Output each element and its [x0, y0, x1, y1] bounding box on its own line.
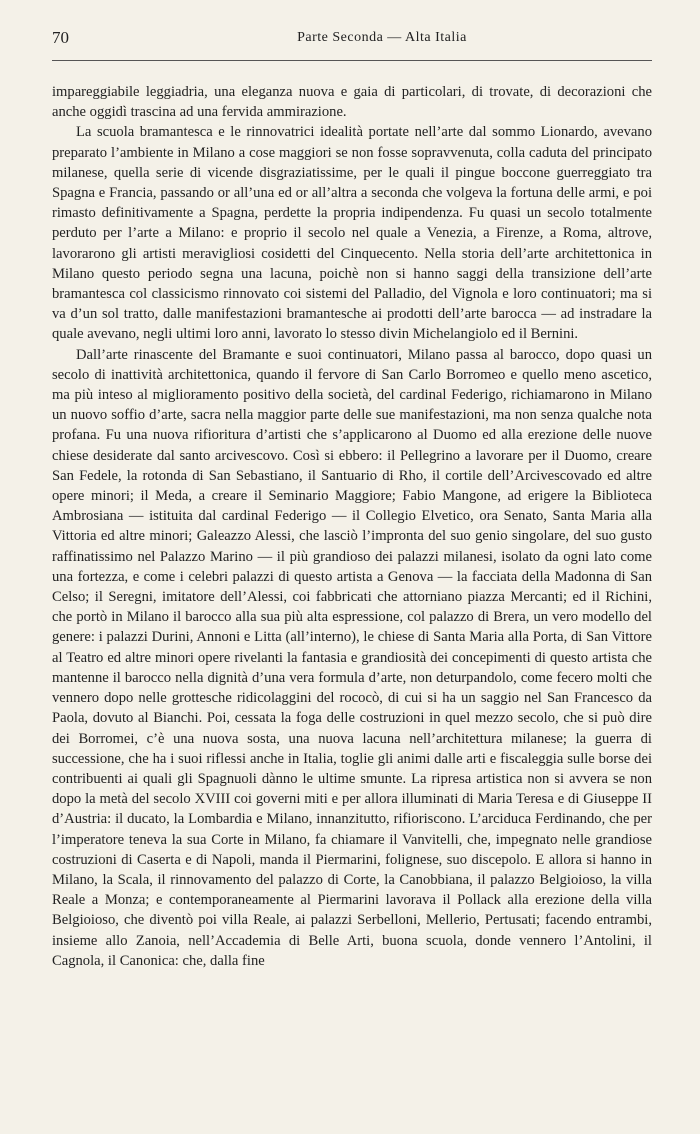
- paragraph-2: La scuola bramantesca e le rinnovatrici idealità portate nell’arte dal sommo Lionardo, avevano preparato l’ambiente in Milano a cose maggiori se non fosse sopravvenuta, colla caduta del principato milanese, quella serie di vicende disgraziatissime, per le quali il pingue boccone guerreggiato tra Spagna e Francia, passando or all’una ed or all’altra a seconda che volgeva la fortuna delle armi, e poi rimasto definitivamente a Spagna, perdette la propria indipendenza. Fu quasi un secolo totalmente perduto per l’arte a Milano: e proprio il secolo nel quale a Venezia, a Firenze, a Roma, altrove, lavorarono gli artisti meravigliosi cosidetti del Cinquecento. Nella storia dell’arte architettonica in Milano questo periodo segna una lacuna, poichè non si hanno saggi della transizione dell’arte bramantesca col classicismo rinnovato coi sistemi del Palladio, del Vignola e loro continuatori; ma si va d’un sol tratto, dalle manifestazioni bramantesche ai prodotti dell’arte barocca — ad instradare la quale avevano, negli ultimi loro anni, lavorato lo stesso divin Michelangiolo ed il Bernini.: [52, 124, 652, 343]
- page-number: 70: [52, 28, 69, 47]
- running-head: Parte Seconda — Alta Italia: [297, 30, 467, 45]
- page-header: [52, 28, 652, 54]
- paragraph-1: impareggiabile leggiadria, una eleganza nuova e gaia di particolari, di trovate, di decorazioni che anche oggidì trascina ad una fervida ammirazione.: [52, 84, 652, 121]
- paragraph-3: Dall’arte rinascente del Bramante e suoi continuatori, Milano passa al barocco, dopo quasi un secolo di inattività architettonica, quando il fervore di San Carlo Borromeo e quello meno ascetico, ma più inteso al miglioramento positivo della società, del cardinal Federigo, richiamarono in Milano un nuovo soffio d’arte, sacra nella maggior parte delle sue manifestazioni, ma non senza qualche nota profana. Fu una nuova rifioritura d’artisti che s’applicarono al Duomo ed alla erezione delle nuove chiese desiderate dal santo arcivescovo. Così si ebbero: il Pellegrino a lavorare per il Duomo, creare San Fedele, la rotonda di San Sebastiano, il Santuario di Rho, il cortile dell’Arcivescovado ed altre opere minori; il Meda, a creare il Seminario Maggiore; Fabio Mangone, ad erigere la Biblioteca Ambrosiana — istituita dal cardinal Federigo — il Collegio Elvetico, ora Senato, Santa Maria alla Vittoria ed altre minori; Galeazzo Alessi, che lasciò l’impronta del suo genio singolare, del suo gusto raffinatissimo nel Palazzo Marino — il più grandioso dei palazzi milanesi, isolato da ogni lato come una fortezza, e come i celebri palazzi di questo artista a Genova — la facciata della Madonna di San Celso; il Seregni, imitatore dell’Alessi, coi fabbricati che attorniano piazza Mercanti; ed il Richini, che portò in Milano il barocco alla sua più alta espressione, col palazzo di Brera, un vero modello del genere: i palazzi Durini, Annoni e Litta (all’interno), le chiese di Santa Maria alla Porta, di San Vittore al Teatro ed altre minori opere rivelanti la fantasia e grandiosità dei concepimenti di questo artista che mantenne il barocco nella dignità d’una vera formula d’arte, non deturpandolo, come fecero molti che vennero dopo nelle grottesche ridicolaggini del rococò, di cui si ha un saggio nel San Francesco da Paola, dovuto al Bianchi. Poi, cessata la foga delle costruzioni in quel mezzo secolo, che si può dire dei Borromei, c’è una nuova sosta, una nuova lacuna nell’architettura milanese; la guerra di successione, che ha i suoi riflessi anche in Italia, toglie gli animi dalle arti e fiscaleggia sulle borse dei contribuenti ai quali gli Spagnuoli dànno le ultime smunte. La ripresa artistica non si avvera se non dopo la metà del secolo XVIII coi governi miti e per allora illuminati di Maria Teresa e di Giuseppe II d’Austria: il ducato, la Lombardia e Milano, innanzitutto, rifioriscono. L’arciduca Ferdinando, che per l’imperatore teneva la sua Corte in Milano, fa chiamare il Vanvitelli, che, impegnato nelle grandiose costruzioni di Caserta e di Napoli, manda il Piermarini, folignese, suo discepolo. E allora si hanno in Milano, la Scala, il rinnovamento del palazzo di Corte, la Canobbiana, il palazzo Belgioioso, la villa Reale a Monza; e contemporaneamente al Piermarini lavorava il Pollack alla erezione della villa Belgioioso, che diventò poi villa Reale, ai palazzi Serbelloni, Mellerio, Pertusati; facendo entrambi, insieme allo Zanoia, nell’Accademia di Belle Arti, buona scuola, donde vennero l’Antolini, il Cagnola, il Canonica: che, dalla fine: [52, 346, 652, 969]
- header-rule: [52, 60, 652, 61]
- body-text: [52, 82, 652, 971]
